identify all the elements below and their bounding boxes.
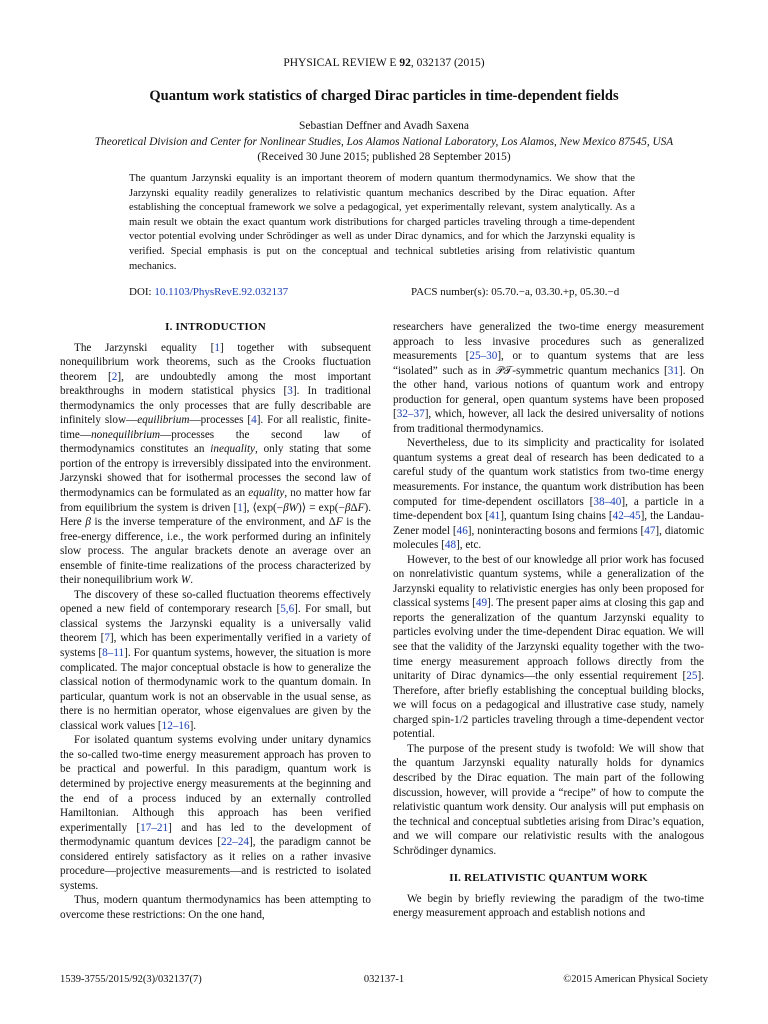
doi-link[interactable]: 10.1103/PhysRevE.92.032137	[154, 286, 289, 298]
footer-copyright: ©2015 American Physical Society	[563, 974, 708, 985]
received-dates: (Received 30 June 2015; published 28 September 2015)	[257, 151, 511, 163]
paragraph: researchers have generalized the two-time energy measurement approach to less invasive procedures such as generalized measurements [25–30], or to quantum systems that are less “isolated” such as in 𝒫𝒯-symmetric quantum mechanics [31]. On the other hand, various notions of quantum work and entropy production for general, open quantum systems have been proposed [32–37], which, however, all lack the desired universality of notions from traditional thermodynamics.	[393, 321, 704, 435]
doi-line	[129, 286, 288, 298]
abstract: The quantum Jarzynski equality is an important theorem of modern quantum thermodynamics. We show that the Jarzynski equality readily generalizes to relativistic quantum mechanics described by the Dirac equation. After establishing the conceptual framework we solve a pedagogical, yet experimentally relevant, system analytically. As a main result we obtain the exact quantum work distributions for charged particles traveling through a time-dependent vector potential evolving under Schrödinger as well as under Dirac dynamics, and for which the Jarzynski equality is verified. Special emphasis is put on the conceptual and technical subtleties arising from relativistic quantum mechanics.	[129, 173, 635, 272]
section-heading-relativistic-quantum-work: II. RELATIVISTIC QUANTUM WORK	[449, 872, 648, 885]
paragraph: We begin by briefly reviewing the paradigm of the two-time energy measurement approach and establish notions and	[393, 892, 704, 920]
journal-volume: 92	[399, 57, 411, 69]
paragraph: However, to the best of our knowledge all prior work has focused on nonrelativistic quantum systems, while a generalization of the Jarzynski equality to relativistic energies has only been proposed for classical systems [49]. The present paper aims at closing this gap and reports the generalization of the quantum Jarzynski equality to particles evolving under the time-dependent Dirac equation. We will see that the validity of the Jarzynski equality together with the two-time energy measurement approach follows directly from the unitarity of Dirac dynamics—the only essential requirement [25]. Therefore, after briefly establishing the conceptual building blocks, we will focus on a pedagogical and illustrative case study, namely charged spin-1/2 particles traveling through a time-dependent vector potential.	[393, 553, 704, 741]
paragraph: Thus, modern quantum thermodynamics has been attempting to overcome these restrictions: On the one hand,	[60, 894, 371, 921]
paragraph: Nevertheless, due to its simplicity and practicality for isolated quantum systems a great deal of research has been dedicated to a careful study of the quantum work statistics from two-time energy measurements. For instance, the quantum work distribution has been computed for time-dependent oscillators [38–40], a particle in a time-dependent box [41], quantum Ising chains [42–45], the Landau-Zener model [46], noninteracting bosons and fermions [47], diatomic molecules [48], etc.	[393, 437, 705, 552]
paragraph: The Jarzynski equality [1] together with subsequent nonequilibrium work theorems, such as the Crooks fluctuation theorem [2], are undoubtedly among the most important breakthroughs in modern statistical physics [3]. In traditional thermodynamics the only processes that are fully describable are infinitely slow—equilibrium—processes [4]. For all realistic, finite-time—nonequilibrium—processes the second law of thermodynamics constitutes an inequality, only stating that some portion of the entropy is irreversibly dissipated into the environment. Jarzynski showed that for isothermal processes the second law of thermodynamics can be formulated as an equality, no matter how far from equilibrium the system is driven [1], ⟨exp(−βW)⟩ = exp(−βΔF). Here β is the inverse temperature of the environment, and ΔF is the free-energy difference, i.e., the work performed during an infinitely slow process. The angular brackets denote an average over an ensemble of finite-time realizations of the process characterized by their nonequilibrium work W.	[60, 341, 371, 587]
paragraph: The discovery of these so-called fluctuation theorems effectively opened a new field of contemporary research [5,6]. For small, but classical systems the Jarzynski equality is a universally valid theorem [7], which has been experimentally verified in a variety of systems [8–11]. For quantum systems, however, the situation is more complicated. The major conceptual obstacle is how to generalize the classical notion of thermodynamic work to the quantum domain. In particular, quantum work is not an observable in the usual sense, as there is no hermitian operator, whose eigenvalues are given by the classical work values [12–16].	[60, 588, 372, 732]
section-heading-introduction: I. INTRODUCTION	[165, 321, 266, 333]
journal-suffix: , 032137 (2015)	[410, 57, 485, 69]
footer-issn: 1539-3755/2015/92(3)/032137(7)	[60, 974, 202, 985]
paragraph: The purpose of the present study is twofold: We will show that the quantum Jarzynski equality naturally holds for dynamics described by the Dirac equation. The main part of the following discussion, however, will provide a “recipe” of how to compute the relativistic quantum work density. Our analysis will put emphasis on the technical and conceptual subtleties arising from Dirac’s equation, and we will compare our relativistic results with the analogous Schrödinger dynamics.	[393, 742, 704, 857]
journal-prefix: PHYSICAL REVIEW E	[283, 57, 400, 69]
doi-label: DOI:	[129, 286, 155, 298]
pacs-numbers: PACS number(s): 05.70.−a, 03.30.+p, 05.30.−d	[411, 286, 620, 298]
left-column	[60, 320, 371, 922]
footer-page-number: 032137-1	[363, 974, 405, 985]
paper-authors: Sebastian Deffner and Avadh Saxena	[298, 120, 470, 132]
paper-affiliation: Theoretical Division and Center for Nonlinear Studies, Los Alamos National Laboratory, Los Alamos, New Mexico 87545, USA	[94, 136, 674, 148]
right-column	[393, 320, 704, 921]
paragraph: For isolated quantum systems evolving under unitary dynamics the so-called two-time energy measurement approach has proven to be practical and powerful. In this paradigm, quantum work is determined by projective energy measurements at the beginning and the end of a process induced by an externally controlled Hamiltonian. Although this approach has been verified experimentally [17–21] and has led to the development of thermodynamic quantum devices [22–24], the paradigm cannot be considered entirely satisfactory as it relies on a rather invasive procedure—projective measurements—and is restricted to isolated systems.	[60, 734, 371, 892]
paper-title: Quantum work statistics of charged Dirac particles in time-dependent fields	[149, 88, 619, 104]
journal-header	[0, 57, 768, 69]
